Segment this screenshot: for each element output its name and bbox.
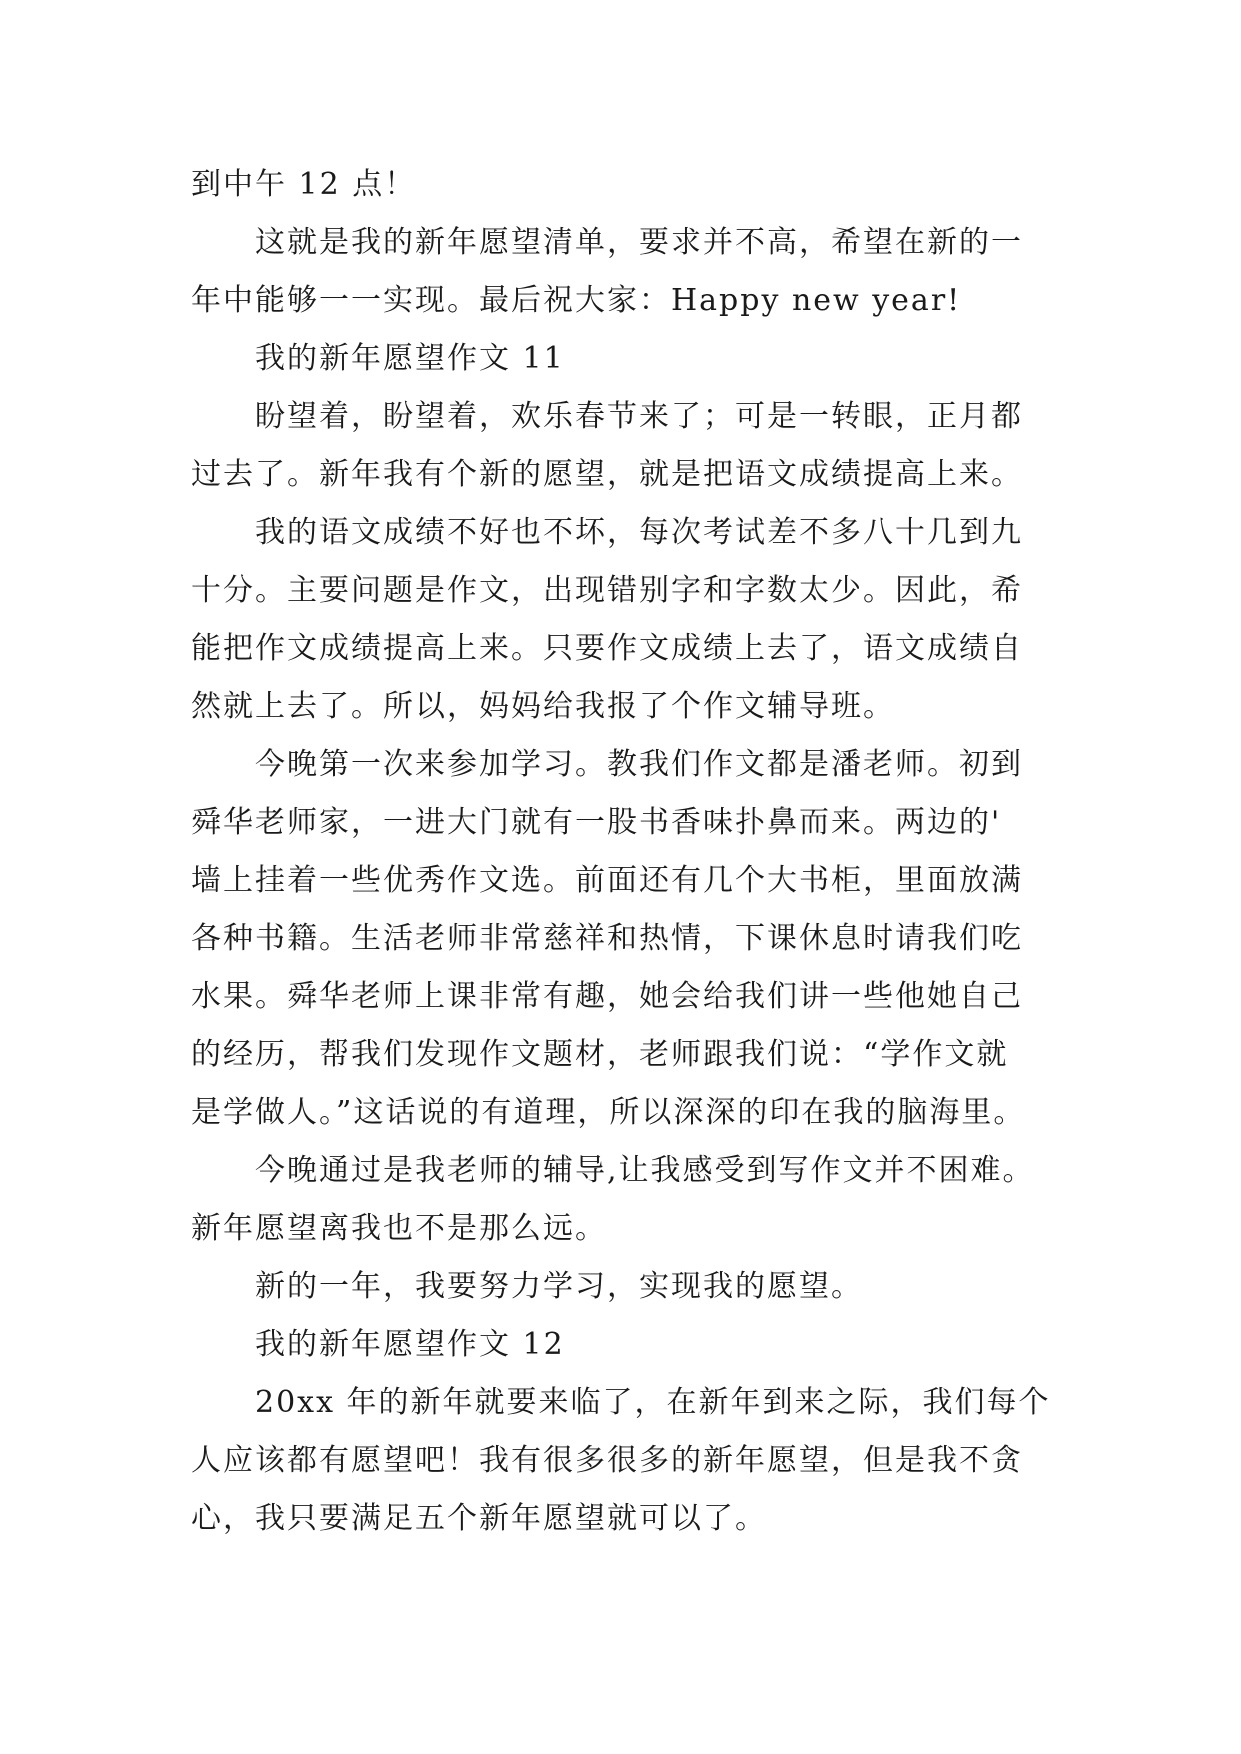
text-line: 新年愿望离我也不是那么远。 xyxy=(191,1211,607,1246)
text-line: 墙上挂着一些优秀作文选。前面还有几个大书柜，里面放满 xyxy=(191,863,1023,898)
essay-heading-11: 我的新年愿望作文 11 xyxy=(255,341,565,376)
paragraph-start: 这就是我的新年愿望清单，要求并不高，希望在新的一 xyxy=(255,225,1023,260)
document-body xyxy=(191,156,1071,1548)
paragraph-start: 20xx 年的新年就要来临了，在新年到来之际，我们每个 xyxy=(255,1385,1051,1420)
text-line: 能把作文成绩提高上来。只要作文成绩上去了，语文成绩自 xyxy=(191,631,1023,666)
text-line: 舜华老师家，一进大门就有一股书香味扑鼻而来。两边的' xyxy=(191,805,1002,840)
paragraph-start: 我的语文成绩不好也不坏，每次考试差不多八十几到九 xyxy=(255,515,1023,550)
text-line: 十分。主要问题是作文，出现错别字和字数太少。因此，希 xyxy=(191,573,1023,608)
text-line: 到中午 12 点！ xyxy=(191,167,417,202)
paragraph-start: 今晚通过是我老师的辅导,让我感受到写作文并不困难。 xyxy=(255,1153,1035,1188)
text-line: 各种书籍。生活老师非常慈祥和热情，下课休息时请我们吃 xyxy=(191,921,1023,956)
paragraph-start: 今晚第一次来参加学习。教我们作文都是潘老师。初到 xyxy=(255,747,1023,782)
essay-heading-12: 我的新年愿望作文 12 xyxy=(255,1327,565,1362)
text-line: 心，我只要满足五个新年愿望就可以了。 xyxy=(191,1501,767,1536)
paragraph-start: 盼望着，盼望着，欢乐春节来了；可是一转眼，正月都 xyxy=(255,399,1023,434)
text-line: 人应该都有愿望吧！我有很多很多的新年愿望，但是我不贪 xyxy=(191,1443,1023,1478)
text-line: 然就上去了。所以，妈妈给我报了个作文辅导班。 xyxy=(191,689,895,724)
text-line: 过去了。新年我有个新的愿望，就是把语文成绩提高上来。 xyxy=(191,457,1023,492)
paragraph-start: 新的一年，我要努力学习，实现我的愿望。 xyxy=(255,1269,863,1304)
text-line: 是学做人。”这话说的有道理，所以深深的印在我的脑海里。 xyxy=(191,1095,1026,1130)
text-line: 年中能够一一实现。最后祝大家：Happy new year! xyxy=(191,283,962,318)
text-line: 的经历，帮我们发现作文题材，老师跟我们说：“学作文就 xyxy=(191,1037,1009,1072)
text-line: 水果。舜华老师上课非常有趣，她会给我们讲一些他她自己 xyxy=(191,979,1023,1014)
